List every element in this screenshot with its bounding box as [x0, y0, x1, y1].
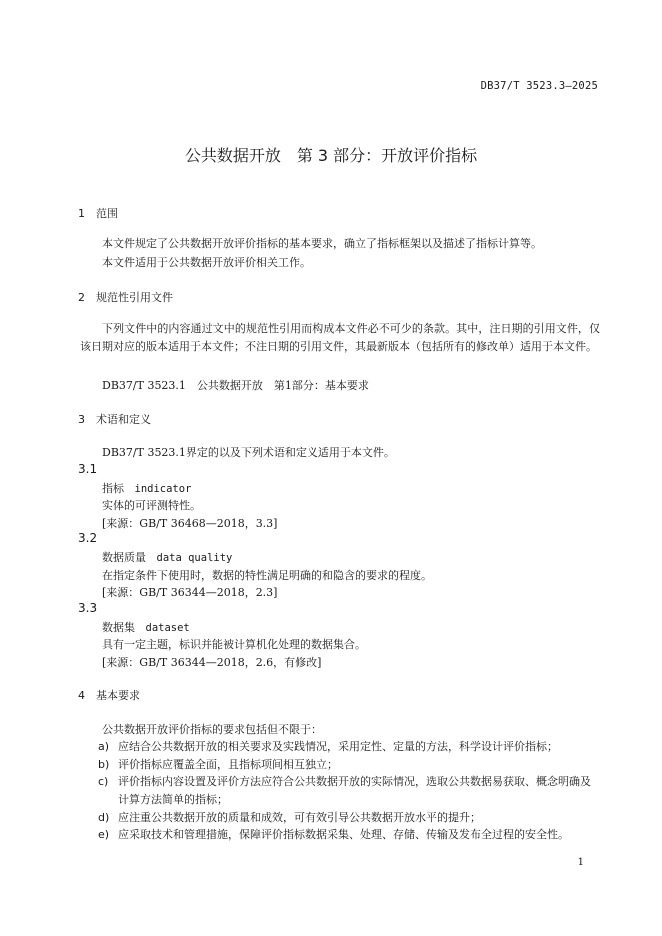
term-heading	[102, 549, 232, 565]
page-title: 公共数据开放 第 3 部分：开放评价指标	[184, 146, 478, 165]
list-item-text: 应结合公共数据开放的相关要求及实践情况，采用定性、定量的方法，科学设计评价指标；	[118, 740, 558, 753]
section-heading-normative: 2 规范性引用文件	[78, 291, 173, 304]
list-item	[80, 738, 600, 756]
normative-reference: DB37/T 3523.1 公共数据开放 第1部分：基本要求	[102, 379, 369, 392]
term-source: [来源：GB/T 36468—2018，3.3]	[102, 517, 278, 530]
list-item	[80, 809, 600, 827]
terms-intro: DB37/T 3523.1界定的以及下列术语和定义适用于本文件。	[102, 446, 395, 459]
term-heading	[102, 480, 191, 496]
term-source: [来源：GB/T 36344—2018，2.6，有修改]	[102, 656, 322, 669]
list-marker: a)	[98, 740, 110, 753]
list-marker: b)	[98, 758, 110, 771]
term-number: 3.3	[78, 601, 98, 615]
term-definition: 实体的可评测特性。	[102, 499, 201, 512]
term-name: 指标	[102, 482, 124, 495]
section-heading-terms: 3 术语和定义	[78, 413, 151, 426]
scope-paragraph-2: 本文件适用于公共数据开放评价相关工作。	[102, 256, 311, 269]
list-marker: c)	[98, 775, 109, 788]
section-heading-scope: 1 范围	[78, 207, 118, 220]
list-item-text: 评价指标应覆盖全面，且指标项间相互独立；	[118, 758, 338, 771]
term-heading	[102, 619, 190, 635]
list-item	[80, 773, 600, 809]
list-item	[80, 826, 600, 844]
section-heading-requirements: 4 基本要求	[78, 689, 140, 702]
page-number: 1	[577, 857, 584, 868]
scope-paragraph-1: 本文件规定了公共数据开放评价指标的基本要求，确立了指标框架以及描述了指标计算等。	[102, 237, 542, 250]
term-number: 3.2	[78, 531, 98, 545]
list-marker: d)	[98, 811, 110, 824]
list-item-text: 应采取技术和管理措施，保障评价指标数据采集、处理、存储、传输及发布全过程的安全性。	[118, 828, 569, 841]
list-item-text: 应注重公共数据开放的质量和成效，可有效引导公共数据开放水平的提升；	[118, 811, 481, 824]
term-number: 3.1	[78, 462, 98, 476]
list-item-text: 评价指标内容设置及评价方法应符合公共数据开放的实际情况，选取公共数据易获取、概念明确及计算方法简单的指标；	[118, 775, 591, 806]
requirements-intro: 公共数据开放评价指标的要求包括但不限于：	[102, 723, 322, 736]
document-id: DB37/T 3523.3—2025	[480, 80, 598, 92]
term-english: indicator	[134, 483, 192, 495]
term-source: [来源：GB/T 36344—2018，2.3]	[102, 586, 278, 599]
term-name: 数据质量	[102, 551, 146, 564]
normative-paragraph: 下列文件中的内容通过文中的规范性引用而构成本文件必不可少的条款。其中，注日期的引用文件，仅该日期对应的版本适用于本文件；不注日期的引用文件，其最新版本（包括所有的修改单）适用于本文件。	[80, 322, 600, 353]
term-english: dataset	[145, 622, 190, 634]
term-name: 数据集	[102, 621, 135, 634]
list-item	[80, 756, 600, 774]
term-definition: 在指定条件下使用时，数据的特性满足明确的和隐含的要求的程度。	[102, 569, 432, 582]
term-definition: 具有一定主题，标识并能被计算机化处理的数据集合。	[102, 638, 366, 651]
term-english: data quality	[156, 552, 233, 564]
list-marker: e)	[98, 828, 110, 841]
